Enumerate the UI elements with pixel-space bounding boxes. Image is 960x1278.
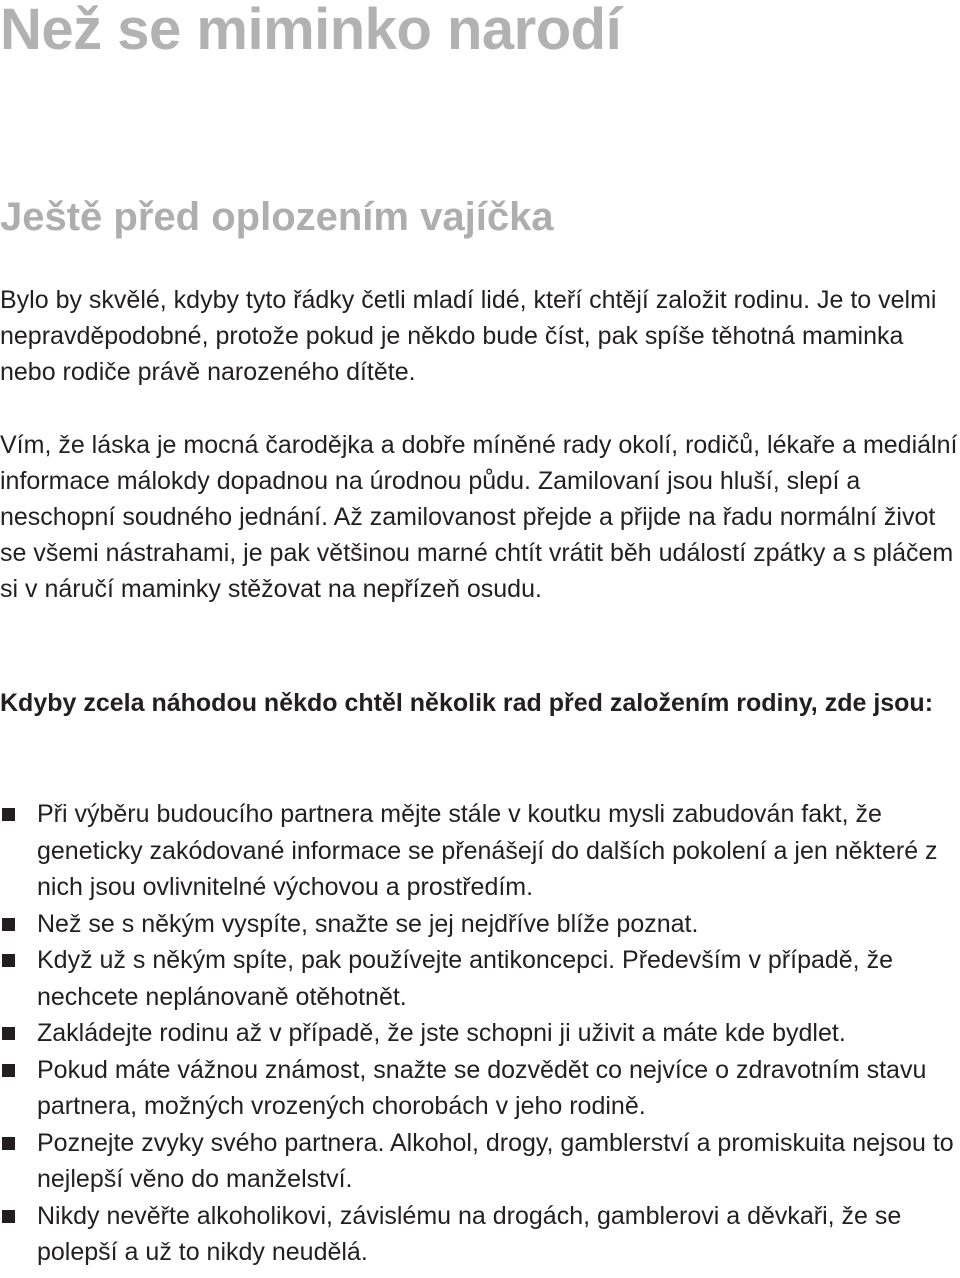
list-item — [0, 1052, 960, 1125]
advice-list — [0, 796, 960, 1271]
list-item-text: Než se s někým vyspíte, snažte se jej nejdříve blíže poznat. — [37, 909, 699, 938]
list-item — [0, 1015, 960, 1052]
love-paragraph: Vím, že láska je mocná čarodějka a dobře míněné rady okolí, rodičů, lékaře a mediální informace málokdy dopadnou na úrodnou půdu. Zamilovaní jsou hluší, slepí a neschopní soudného jednání. Až zamilovanost přejde a přijde na řadu normální život se všemi nástrahami, je pak většinou marné chtít vrátit běh událostí zpátky a s pláčem si v náručí maminky stěžovat na nepřízeň osudu. — [0, 431, 958, 603]
list-item — [0, 942, 960, 1015]
list-item-text: Pokud máte vážnou známost, snažte se dozvědět co nejvíce o zdravotním stavu partnera, možných vrozených chorobách v jeho rodině. — [37, 1055, 927, 1120]
list-item-text: Když už s někým spíte, pak používejte antikoncepci. Především v případě, že nechcete neplánovaně otěhotnět. — [37, 946, 893, 1011]
section-title: Ještě před oplozením vajíčka — [0, 195, 554, 239]
list-item — [0, 1125, 960, 1198]
square-bullet-icon — [2, 1210, 15, 1223]
square-bullet-icon — [2, 918, 15, 931]
list-item-text: Při výběru budoucího partnera mějte stále v koutku mysli zabudován fakt, že geneticky zakódované informace se přenášejí do dalších pokolení a jen některé z nich jsou ovlivnitelné výchovou a prostředím. — [37, 800, 938, 901]
square-bullet-icon — [2, 1027, 15, 1040]
square-bullet-icon — [2, 1137, 15, 1150]
advice-lead: Kdyby zcela náhodou někdo chtěl několik rad před založením rodiny, zde jsou: — [0, 689, 934, 717]
list-item-text: Zakládejte rodinu až v případě, že jste schopni ji uživit a máte kde bydlet. — [37, 1019, 846, 1047]
list-item-text: Poznejte zvyky svého partnera. Alkohol, drogy, gamblerství a promiskuita nejsou to nejlepší věno do manželství. — [37, 1128, 954, 1193]
list-item-text: Nikdy nevěřte alkoholikovi, závislému na drogách, gamblerovi a děvkaři, že se polepší a už to nikdy neudělá. — [37, 1201, 902, 1266]
list-item — [0, 906, 960, 943]
square-bullet-icon — [2, 1064, 15, 1077]
intro-paragraph: Bylo by skvělé, kdyby tyto řádky četli mladí lidé, kteří chtějí založit rodinu. Je to velmi nepravděpodobné, protože pokud je někdo bude číst, pak spíše těhotná maminka nebo rodiče právě narozeného dítěte. — [0, 286, 937, 386]
square-bullet-icon — [2, 808, 15, 821]
chapter-title: Než se miminko narodí — [0, 0, 622, 62]
list-item — [0, 796, 960, 906]
list-item — [0, 1198, 960, 1271]
square-bullet-icon — [2, 954, 15, 967]
